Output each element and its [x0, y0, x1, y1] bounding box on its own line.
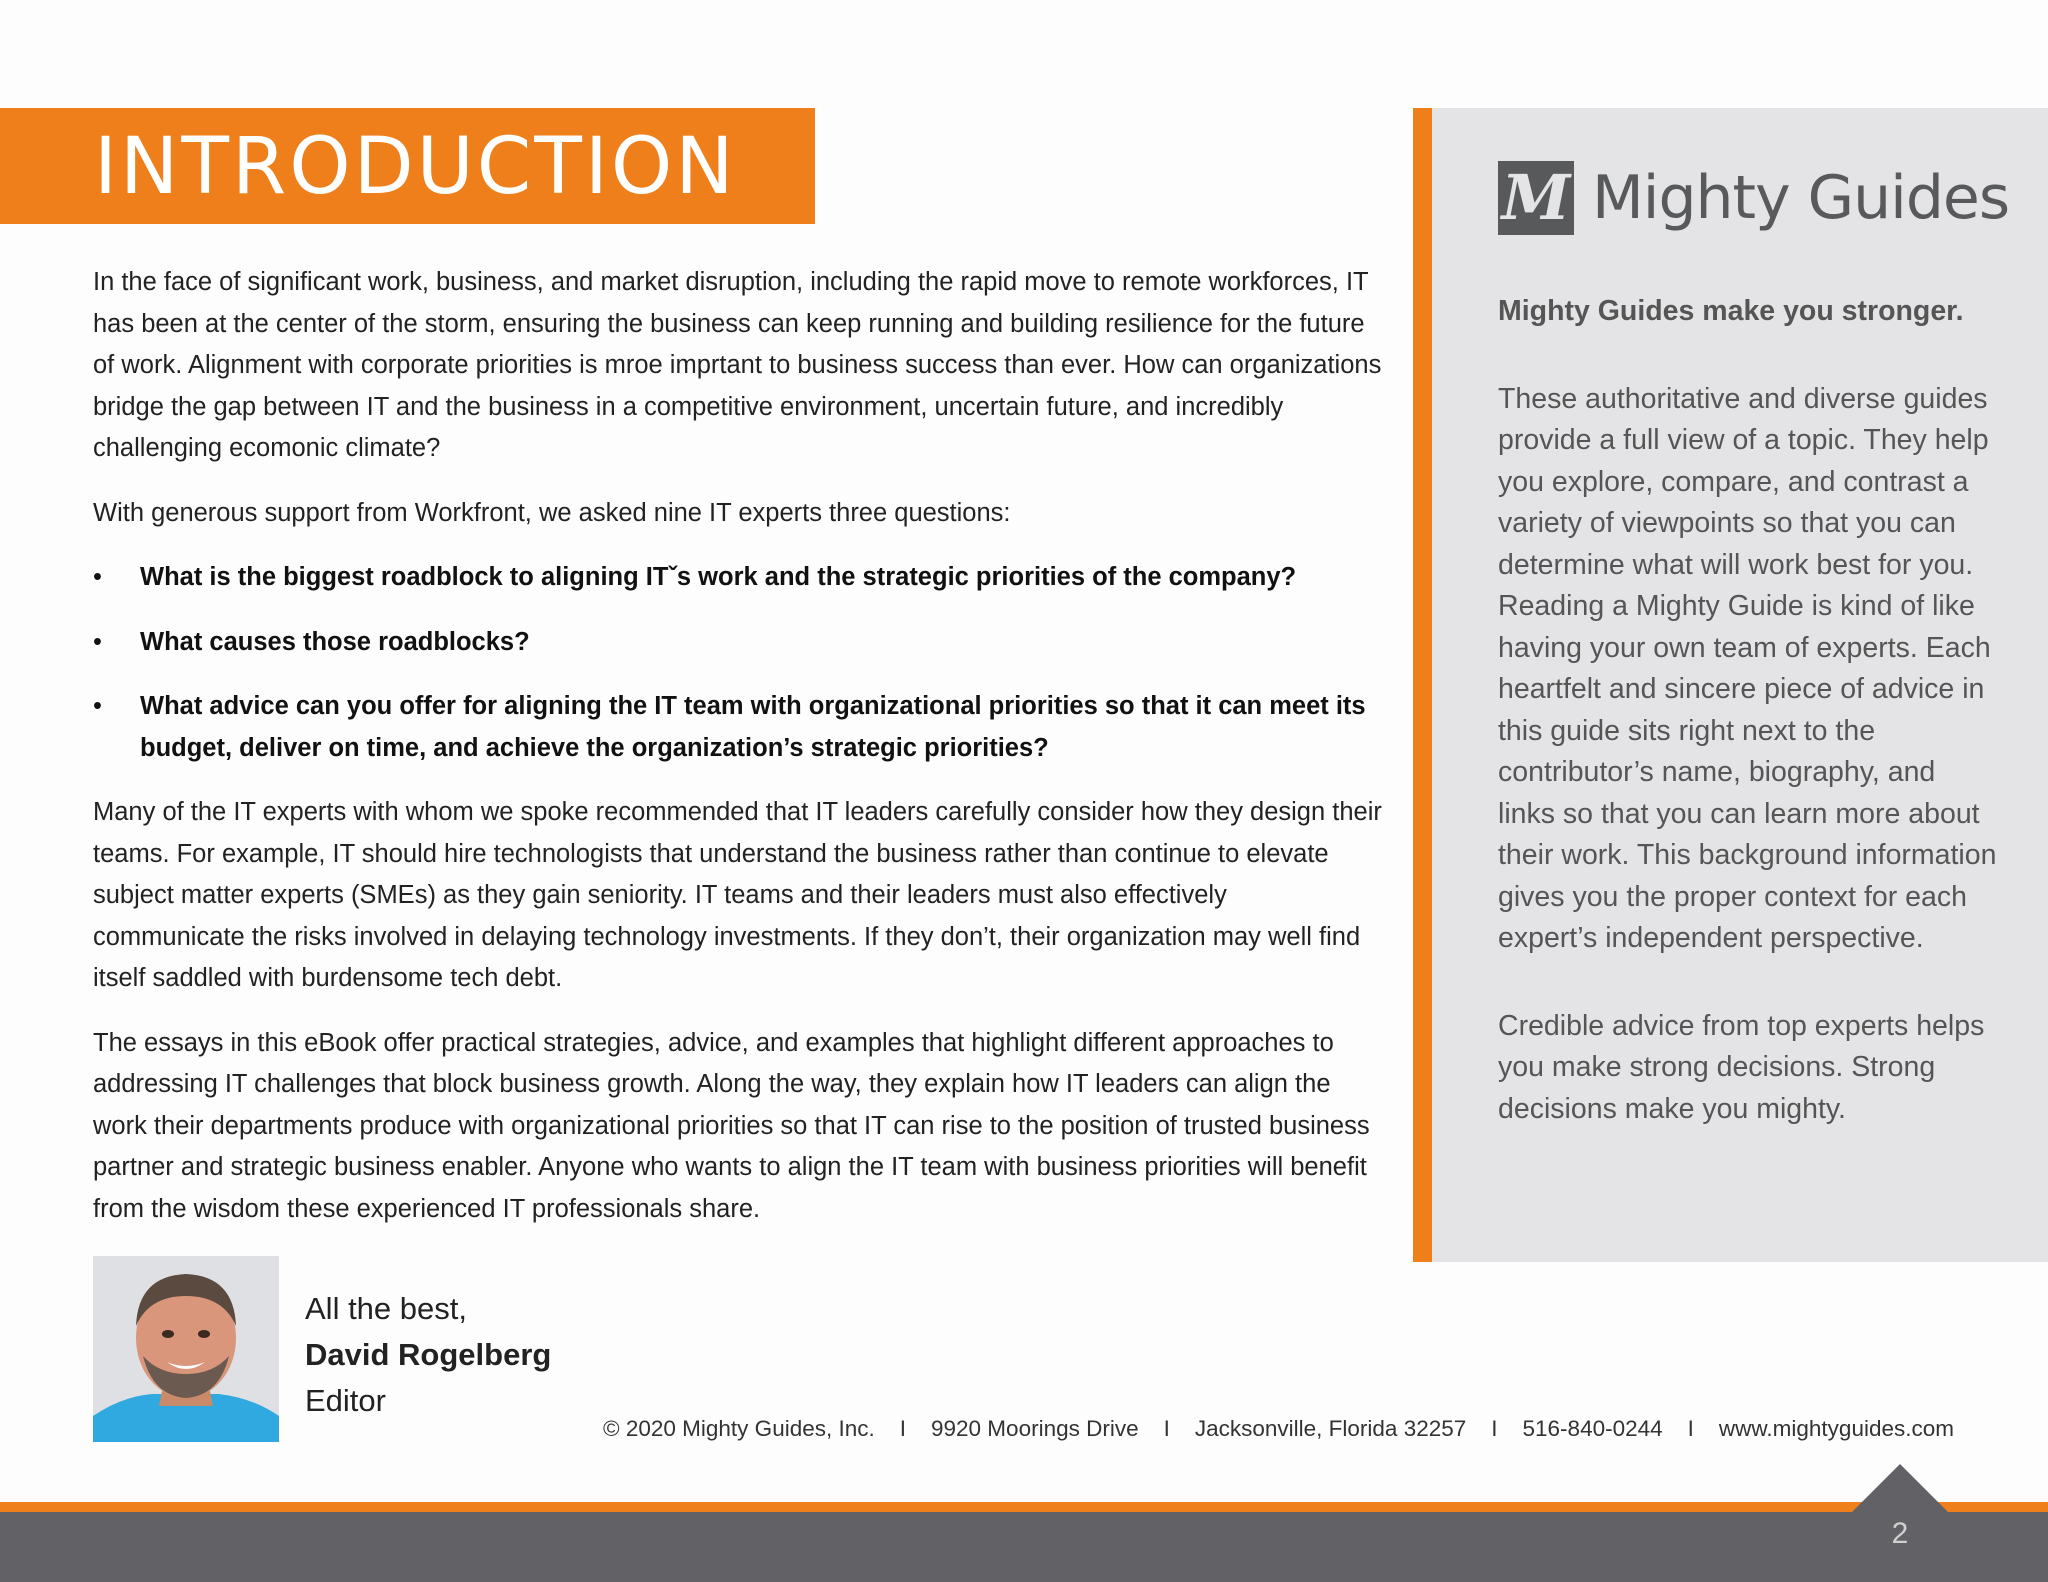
sidebar-panel	[1413, 108, 2048, 1262]
sidebar-tagline: Mighty Guides make you stronger.	[1498, 295, 1964, 327]
page-title: INTRODUCTION	[94, 122, 737, 212]
footer-bar	[0, 1512, 2048, 1582]
mighty-guides-logo-icon: M	[1498, 161, 1574, 235]
question-list	[93, 557, 1383, 769]
question-item	[93, 622, 1383, 664]
logo-text: Mighty Guides	[1592, 163, 2010, 233]
sidebar-accent-stripe	[1413, 108, 1432, 1262]
sidebar-body: These authoritative and diverse guides provide a full view of a topic. They help you explore, compare, and contrast a variety of viewpoints so that you can determine what will work best for you. Reading a Mighty Guide is kind of like having your own team of experts. Each heartfelt and sincere piece of advice in this guide sits right next to the contributor’s name, biography, and links so that you can learn more about their work. This background information gives you the proper context for each expert’s independent perspective.	[1498, 382, 1997, 954]
page-number: 2	[1891, 1517, 1909, 1550]
signature-block	[305, 1286, 551, 1424]
bullet-icon: •	[93, 563, 102, 591]
title-banner	[0, 108, 815, 224]
intro-paragraph-1: In the face of significant work, business, and market disruption, including the rapid move to remote workforces, IT has been at the center of the storm, ensuring the business can keep running and building resilience for the future of work. Alignment with corporate priorities is mroe imprtant to business success than ever. How can organizations bridge the gap between IT and the business in a competitive environment, uncertain future, and incredibly challenging ecomonic climate?	[93, 268, 1382, 462]
body-paragraph-1: Many of the IT experts with whom we spoke recommended that IT leaders carefully consider how they design their teams. For example, IT should hire technologists that understand the business rather than continue to elevate subject matter experts (SMEs) as they gain seniority. IT teams and their leaders must also effectively communicate the risks involved in delaying technology investments. If they don’t, their organization may well find itself saddled with burdensome tech debt.	[93, 798, 1382, 992]
editor-name: David Rogelberg	[305, 1337, 552, 1372]
mighty-guides-logo	[1498, 160, 2009, 236]
question-text: What causes those roadblocks?	[140, 627, 530, 656]
question-text: What advice can you offer for aligning the IT team with organizational priorities so that it can meet its budget, deliver on time, and achieve the organization’s strategic priorities?	[140, 692, 1366, 762]
question-text: What is the biggest roadblock to aligning ITˇs work and the strategic priorities of the company?	[140, 563, 1297, 591]
signature-closing: All the best,	[305, 1291, 467, 1326]
avatar	[93, 1256, 279, 1442]
question-item	[93, 686, 1383, 769]
body-paragraph-2: The essays in this eBook offer practical strategies, advice, and examples that highlight different approaches to addressing IT challenges that block business growth. Along the way, they explain how IT leaders can align the work their departments produce with organizational priorities so that IT can rise to the position of trusted business partner and strategic business enabler. Anyone who wants to align the IT team with business priorities will benefit from the wisdom these experienced IT professionals share.	[93, 1028, 1370, 1223]
bullet-icon: •	[93, 692, 102, 720]
footer-contact: © 2020 Mighty Guides, Inc. I 9920 Moorings Drive I Jacksonville, Florida 32257 I 516-840-0244 I www.mightyguides.com	[603, 1416, 1954, 1441]
question-item	[93, 557, 1383, 599]
main-content	[93, 262, 1383, 1253]
editor-photo	[93, 1256, 279, 1442]
intro-paragraph-2: With generous support from Workfront, we asked nine IT experts three questions:	[93, 498, 1011, 527]
bullet-icon: •	[93, 627, 102, 656]
sidebar-closing: Credible advice from top experts helps you make strong decisions. Strong decisions make you mighty.	[1498, 1009, 1985, 1125]
sidebar-text	[1498, 291, 1998, 1176]
triangle-up-icon	[1850, 1464, 1950, 1514]
editor-role: Editor	[305, 1383, 386, 1418]
